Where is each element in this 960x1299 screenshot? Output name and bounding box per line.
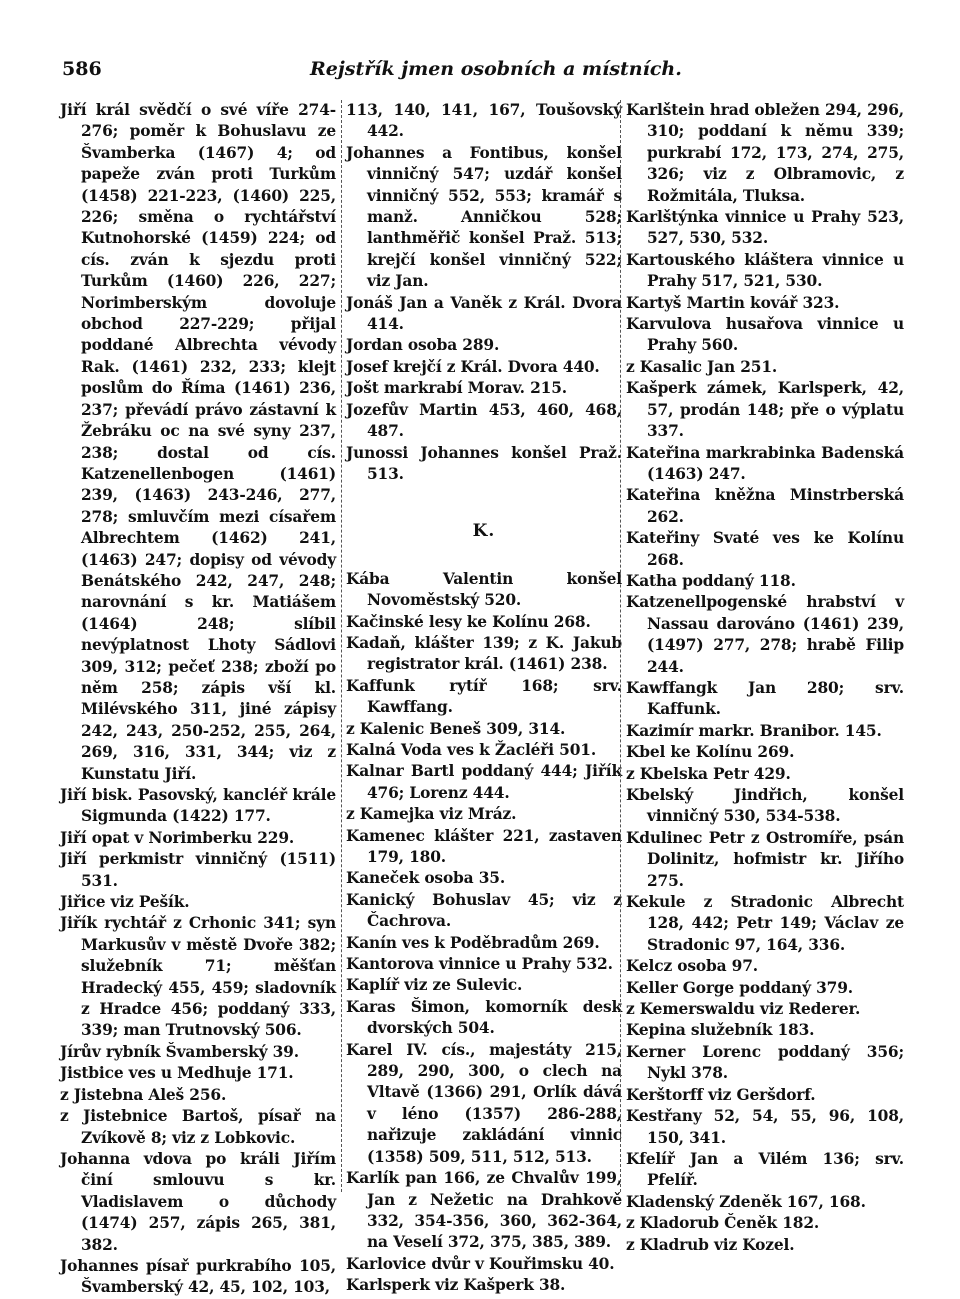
index-entry: Jiří bisk. Pasovský, kancléř krále Sigmunda (1422) 177. xyxy=(60,786,336,826)
index-column-3 xyxy=(626,100,904,1254)
index-entry: Kelcz osoba 97. xyxy=(626,957,758,976)
index-entry: Kačinské lesy ke Kolínu 268. xyxy=(346,612,591,631)
index-entry: z Kladrub viz Kozel. xyxy=(626,1235,795,1254)
index-entry: Kfelíř Jan a Vilém 136; srv. Pfelíř. xyxy=(626,1149,904,1190)
index-entry: Josef krejčí z Král. Dvora 440. xyxy=(346,357,600,376)
page-header xyxy=(62,58,902,88)
index-entry: Kalná Voda ves k Žacléři 501. xyxy=(346,740,597,759)
index-entry: Karlovice dvůr v Kouřimsku 40. xyxy=(346,1254,615,1273)
index-entry: Kateřiny Svaté ves ke Kolínu 268. xyxy=(626,529,904,569)
index-entry: z Kasalic Jan 251. xyxy=(626,357,778,376)
running-title: Rejstřík jmen osobních a místních. xyxy=(310,58,682,80)
index-entry: Jistbice ves u Medhuje 171. xyxy=(60,1064,294,1083)
index-entry: Kaneček osoba 35. xyxy=(346,869,506,888)
index-entry: Kdulinec Petr z Ostromíře, psán Dolinitz, hofmistr kr. Jiřího 275. xyxy=(626,828,904,890)
index-entry: Karlštein hrad obležen 294, 296, 310; poddaní k němu 339; purkrabí 172, 173, 274, 275, 326; viz z Olbramovic, z Rožmitála, Tluksa. xyxy=(626,101,904,205)
index-entry: Karel IV. cís., majestáty 215, 289, 290, 300, o clech na Vltavě (1366) 291, Orlík dává v léno (1357) 286-288, nařizuje zakládání vinnic (1358) 509, 511, 512, 513. xyxy=(346,1040,622,1166)
index-column-2 xyxy=(346,100,622,1295)
index-entry: Johannes písař purkrabího 105, Švamberský 42, 45, 102, 103, xyxy=(60,1256,336,1297)
index-entry: z Kemerswaldu viz Rederer. xyxy=(626,1000,861,1019)
index-entry: Kazimír markr. Branibor. 145. xyxy=(626,721,882,740)
index-entry: Kába Valentin konšel Novoměstský 520. xyxy=(346,569,622,610)
index-entry: Johannes a Fontibus, konšel vinničný 547; uzdář konšel vinničný 552, 553; kramář s manž. Anničkou 528; lanthměřič konšel Praž. 513; krejčí konšel vinničný 522; viz Jan. xyxy=(346,143,622,291)
index-entry: Kladenský Zdeněk 167, 168. xyxy=(626,1192,866,1211)
index-entry: Kadaň, klášter 139; z K. Jakub registrator král. (1461) 238. xyxy=(346,633,622,674)
index-entry: Kbel ke Kolínu 269. xyxy=(626,743,795,762)
index-entry: Kanický Bohuslav 45; viz z Čachrova. xyxy=(346,890,622,931)
index-entry: Jiřík rychtář z Crhonic 341; syn Markusův v městě Dvoře 382; služebník 71; měšťan Hradecký 455, 459; sladovník z Hradce 456; poddaný 333, 339; man Trutnovský 506. xyxy=(60,914,336,1040)
index-entry: Kepina služebník 183. xyxy=(626,1021,815,1040)
index-entry: Kbelský Jindřich, konšel vinničný 530, 534-538. xyxy=(626,786,904,826)
index-entry: Karvulova husařova vinnice u Prahy 560. xyxy=(626,315,904,355)
index-entry: z Kladorub Čeněk 182. xyxy=(626,1214,820,1233)
section-letter-heading: K. xyxy=(472,521,496,542)
index-entry: Jírův rybník Švamberský 39. xyxy=(60,1042,299,1061)
index-entry: Kateřina markrabinka Badenská (1463) 247. xyxy=(626,443,904,483)
index-entry: Jozefův Martin 453, 460, 468, 487. xyxy=(346,400,622,441)
index-entry: z Kbelska Petr 429. xyxy=(626,764,791,783)
index-entry: Kamenec klášter 221, zastaven 179, 180. xyxy=(346,826,622,866)
index-entry: Jošt markrabí Morav. 215. xyxy=(346,379,567,398)
index-entry: Kantorova vinnice u Prahy 532. xyxy=(346,955,613,974)
index-entry: z Jistebna Aleš 256. xyxy=(60,1085,227,1104)
index-entry: z Jistebnice Bartoš, písař na Zvíkově 8; viz z Lobkovic. xyxy=(60,1107,336,1147)
index-entry: Kartyš Martin kovář 323. xyxy=(626,293,840,312)
index-entry: z Kalenic Beneš 309, 314. xyxy=(346,719,566,738)
column-divider xyxy=(341,100,342,1192)
index-entry: Karas Šimon, komorník desk dvorských 504. xyxy=(346,997,622,1038)
index-entry: Junossi Johannes konšel Praž. 513. xyxy=(346,443,622,483)
index-entry: Jonáš Jan a Vaněk z Král. Dvora 414. xyxy=(346,293,622,334)
index-entry: Jiří opat v Norimberku 229. xyxy=(60,828,295,847)
index-entry: Kalnar Bartl poddaný 444; Jiřík 476; Lorenz 444. xyxy=(346,762,622,802)
index-entry: 113, 140, 141, 167, Toušovský 442. xyxy=(346,101,622,141)
index-entry: z Kamejka viz Mráz. xyxy=(346,805,517,824)
index-entry: Jiřice viz Pešík. xyxy=(60,893,190,912)
index-entry: Kateřina kněžna Minstrberská 262. xyxy=(626,486,904,526)
index-entry: Kekule z Stradonic Albrecht 128, 442; Petr 149; Václav ze Stradonic 97, 164, 336. xyxy=(626,893,904,954)
index-entry: Katha poddaný 118. xyxy=(626,571,796,590)
index-entry: Kerštorff viz Geršdorf. xyxy=(626,1085,816,1104)
index-entry: Jordan osoba 289. xyxy=(346,336,500,355)
index-entry: Jiří král svědčí o své víře 274-276; poměr k Bohuslavu ze Švamberka (1467) 4; od papeže zván proti Turkům (1458) 221-223, (1460) 225, 226; směna o rychtářství Kutnohorské (1459) 224; od cís. zván k sjezdu proti Turkům (1460) 226, 227; Norimberským dovoluje obchod 227-229; přijal poddané Albrechta vévody Rak. (1461) 232, 233; klejt poslům do Říma (1461) 236, 237; převádí právo zástavní k Žebráku oc na své syny 237, 238; dostal od cís. Katzenellenbogen (1461) 239, (1463) 243-246, 277, 278; smluvčím mezi císařem Albrechtem (1462) 241, (1463) 247; dopisy od vévody Benátského 242, 247, 248; narovnání s kr. Matiášem (1464) 248; slíbil nevýplatnost Lhoty Sádlovi 309, 312; pečeť 238; zboží po něm 258; zápis vší kl. Milévského 311, jiné zápisy 242, 243, 250-252, 255, 264, 269, 316, 331, 344; viz z Kunstatu Jiří. xyxy=(60,101,336,783)
index-entry: Kanín ves k Poděbradům 269. xyxy=(346,933,600,952)
index-entry: Johanna vdova po králi Jiřím činí smlouvu s kr. Vladislavem o důchody (1474) 257, zápis 265, 381, 382. xyxy=(60,1149,336,1254)
index-entry: Karlštýnka vinnice u Prahy 523, 527, 530, 532. xyxy=(626,208,904,248)
index-entry: Kestřany 52, 54, 55, 96, 108, 150, 341. xyxy=(626,1107,904,1147)
index-column-1 xyxy=(60,100,336,1297)
index-entry: Kaffunk rytíř 168; srv. Kawffang. xyxy=(346,676,622,717)
index-entry: Jiří perkmistr vinničný (1511) 531. xyxy=(60,850,336,890)
index-entry: Kerner Lorenc poddaný 356; Nykl 378. xyxy=(626,1042,904,1083)
page-number: 586 xyxy=(62,58,102,80)
column-divider xyxy=(620,100,621,1192)
index-entry: Karlík pan 166, ze Chvalův 199, Jan z Nežetic na Drahkově 332, 354-356, 360, 362-364, na Veselí 372, 375, 385, 389. xyxy=(346,1169,622,1252)
index-entry: Kartouského kláštera vinnice u Prahy 517, 521, 530. xyxy=(626,250,904,291)
index-entry: Kašperk zámek, Karlsperk, 42, 57, prodán 148; pře o výplatu 337. xyxy=(626,379,904,441)
index-entry: Karlsperk viz Kašperk 38. xyxy=(346,1276,566,1295)
index-entry: Katzenellpogenské hrabství v Nassau darováno (1461) 239, (1497) 277, 278; hrabě Filip 244. xyxy=(626,593,904,676)
index-entry: Kawffangk Jan 280; srv. Kaffunk. xyxy=(626,678,904,719)
index-entry: Keller Gorge poddaný 379. xyxy=(626,978,853,997)
index-entry: Kaplíř viz ze Sulevic. xyxy=(346,976,523,995)
